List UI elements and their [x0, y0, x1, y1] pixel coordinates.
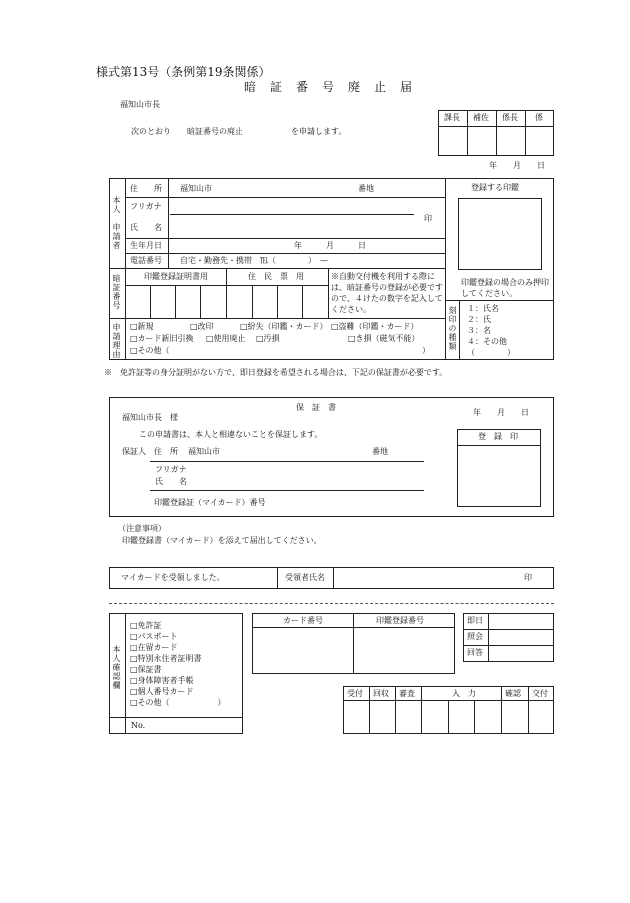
recipient-name-label: 受領者氏名 — [285, 573, 325, 582]
id-option[interactable]: □在留カード — [130, 643, 178, 652]
address-label: 住 所 — [130, 184, 162, 193]
registered-seal-box[interactable] — [458, 198, 542, 270]
process-col: 受付 — [347, 689, 363, 698]
application-date: 年 月 日 — [489, 161, 545, 170]
engrave-option: ３：名 — [467, 326, 491, 335]
phone-label: 電話番号 — [130, 256, 162, 265]
reason-lost[interactable]: □紛失（印鑑・カード） — [240, 322, 328, 331]
dob-label: 生年月日 — [130, 241, 162, 250]
id-option[interactable]: □その他（ ） — [130, 698, 226, 707]
addressee: 福知山市長 — [120, 100, 160, 109]
guarantor-seal-label: 登 録 印 — [478, 432, 518, 441]
approval-col: 補佐 — [473, 113, 489, 122]
name-label: 氏 名 — [130, 223, 162, 232]
pin-note: ※自動交付機を利用する際には、暗証番号の登録が必要ですので、４けたの数字を記入してください。 — [331, 272, 443, 314]
process-col: 入 力 — [452, 689, 476, 698]
phone-value: 自宅・勤務先・携帯 ℡（ ） — — [180, 256, 328, 265]
dob-value: 年 月 日 — [294, 241, 366, 250]
guarantee-title: 保 証 書 — [296, 403, 336, 412]
reason-soiled[interactable]: □汚損 — [256, 334, 280, 343]
reason-other-close: ） — [422, 346, 430, 355]
id-check-label: 本人確認欄 — [112, 645, 121, 690]
id-option[interactable]: □免許証 — [130, 621, 162, 630]
same-day-label: 即日 — [467, 616, 483, 625]
form-number: 様式第13号（条例第19条関係） — [96, 65, 271, 79]
id-option[interactable]: □特別永住者証明書 — [130, 654, 202, 663]
cut-line — [109, 603, 554, 604]
reason-card-exchange[interactable]: □カード新旧引換 — [130, 334, 194, 343]
id-option[interactable]: □保証書 — [130, 665, 162, 674]
pin-resident-col: 住 民 票 用 — [248, 272, 304, 281]
registered-seal-label: 登録する印鑑 — [471, 183, 519, 192]
guarantee-date: 年 月 日 — [473, 408, 529, 417]
reason-other[interactable]: □その他（ — [130, 346, 170, 355]
guarantor-city: 福知山市 — [188, 447, 220, 456]
id-number-label: No. — [131, 721, 146, 730]
process-col: 確認 — [505, 689, 521, 698]
request-text: 次のとおり 暗証番号の廃止 を申請します。 — [131, 127, 347, 136]
reason-stolen[interactable]: □盗難（印鑑・カード） — [331, 322, 419, 331]
inquiry-label: 照会 — [467, 632, 483, 641]
approval-col: 課長 — [444, 113, 460, 122]
seal-reg-number-label: 印鑑登録番号 — [376, 616, 424, 625]
card-number-label: カード番号 — [283, 616, 323, 625]
reason-new[interactable]: □新規 — [130, 322, 154, 331]
id-option[interactable]: □個人番号カード — [130, 687, 194, 696]
approval-col: 係長 — [502, 113, 518, 122]
form-title: 暗 証 番 号 廃 止 届 — [244, 80, 414, 94]
applicant-section-label: 本人 申請者 — [112, 196, 121, 250]
seal-cert-number-label: 印鑑登録証（マイカード）番号 — [154, 498, 266, 507]
process-col: 交付 — [532, 689, 548, 698]
reason-discontinue[interactable]: □使用廃止 — [206, 334, 246, 343]
id-option[interactable]: □パスポート — [130, 632, 178, 641]
pin-section-label: 暗証番号 — [112, 274, 121, 310]
engrave-option: ４：その他 — [467, 337, 507, 346]
notes-heading: （注意事項） — [118, 524, 166, 533]
guarantor-address-label: 住 所 — [154, 447, 178, 456]
seal-mark: 印 — [424, 214, 432, 223]
furigana-label: フリガナ — [130, 202, 162, 211]
guarantor-label: 保証人 — [122, 447, 146, 456]
reason-damaged[interactable]: □き損（磁気不能） — [348, 334, 420, 343]
id-option[interactable]: □身体障害者手帳 — [130, 676, 194, 685]
seal-only-note: 印鑑登録の場合のみ押印してください。 — [461, 278, 549, 298]
process-col: 審査 — [399, 689, 415, 698]
guarantee-note: ※ 免許証等の身分証明がない方で、即日登録を希望される場合は、下記の保証書が必要です。 — [104, 368, 448, 377]
approval-col: 係 — [535, 113, 543, 122]
reason-seal-change[interactable]: □改印 — [190, 322, 214, 331]
recipient-seal-mark: 印 — [524, 573, 532, 582]
answer-label: 回答 — [467, 648, 483, 657]
pin-cert-col: 印鑑登録証明書用 — [144, 272, 208, 281]
engrave-option: ２：氏 — [467, 315, 491, 324]
engrave-type-label: 刻印の種類 — [448, 306, 457, 351]
process-col: 回収 — [373, 689, 389, 698]
card-received-text: マイカードを受領しました。 — [121, 573, 225, 582]
guarantee-addressee: 福知山市長 様 — [122, 413, 178, 422]
guarantor-banchi: 番地 — [372, 447, 388, 456]
guarantee-statement: この申請書は、本人と相違ないことを保証します。 — [139, 430, 323, 439]
address-banchi: 番地 — [358, 184, 374, 193]
engrave-option: １：氏名 — [467, 304, 499, 313]
engrave-option: （ ） — [467, 348, 515, 357]
notes-item: 印鑑登録書（マイカード）を添えて届出してください。 — [122, 536, 322, 545]
reason-section-label: 申請理由 — [112, 323, 121, 359]
guarantor-furigana-label: フリガナ — [155, 465, 187, 474]
guarantor-name-label: 氏 名 — [155, 477, 187, 486]
address-city: 福知山市 — [180, 184, 212, 193]
